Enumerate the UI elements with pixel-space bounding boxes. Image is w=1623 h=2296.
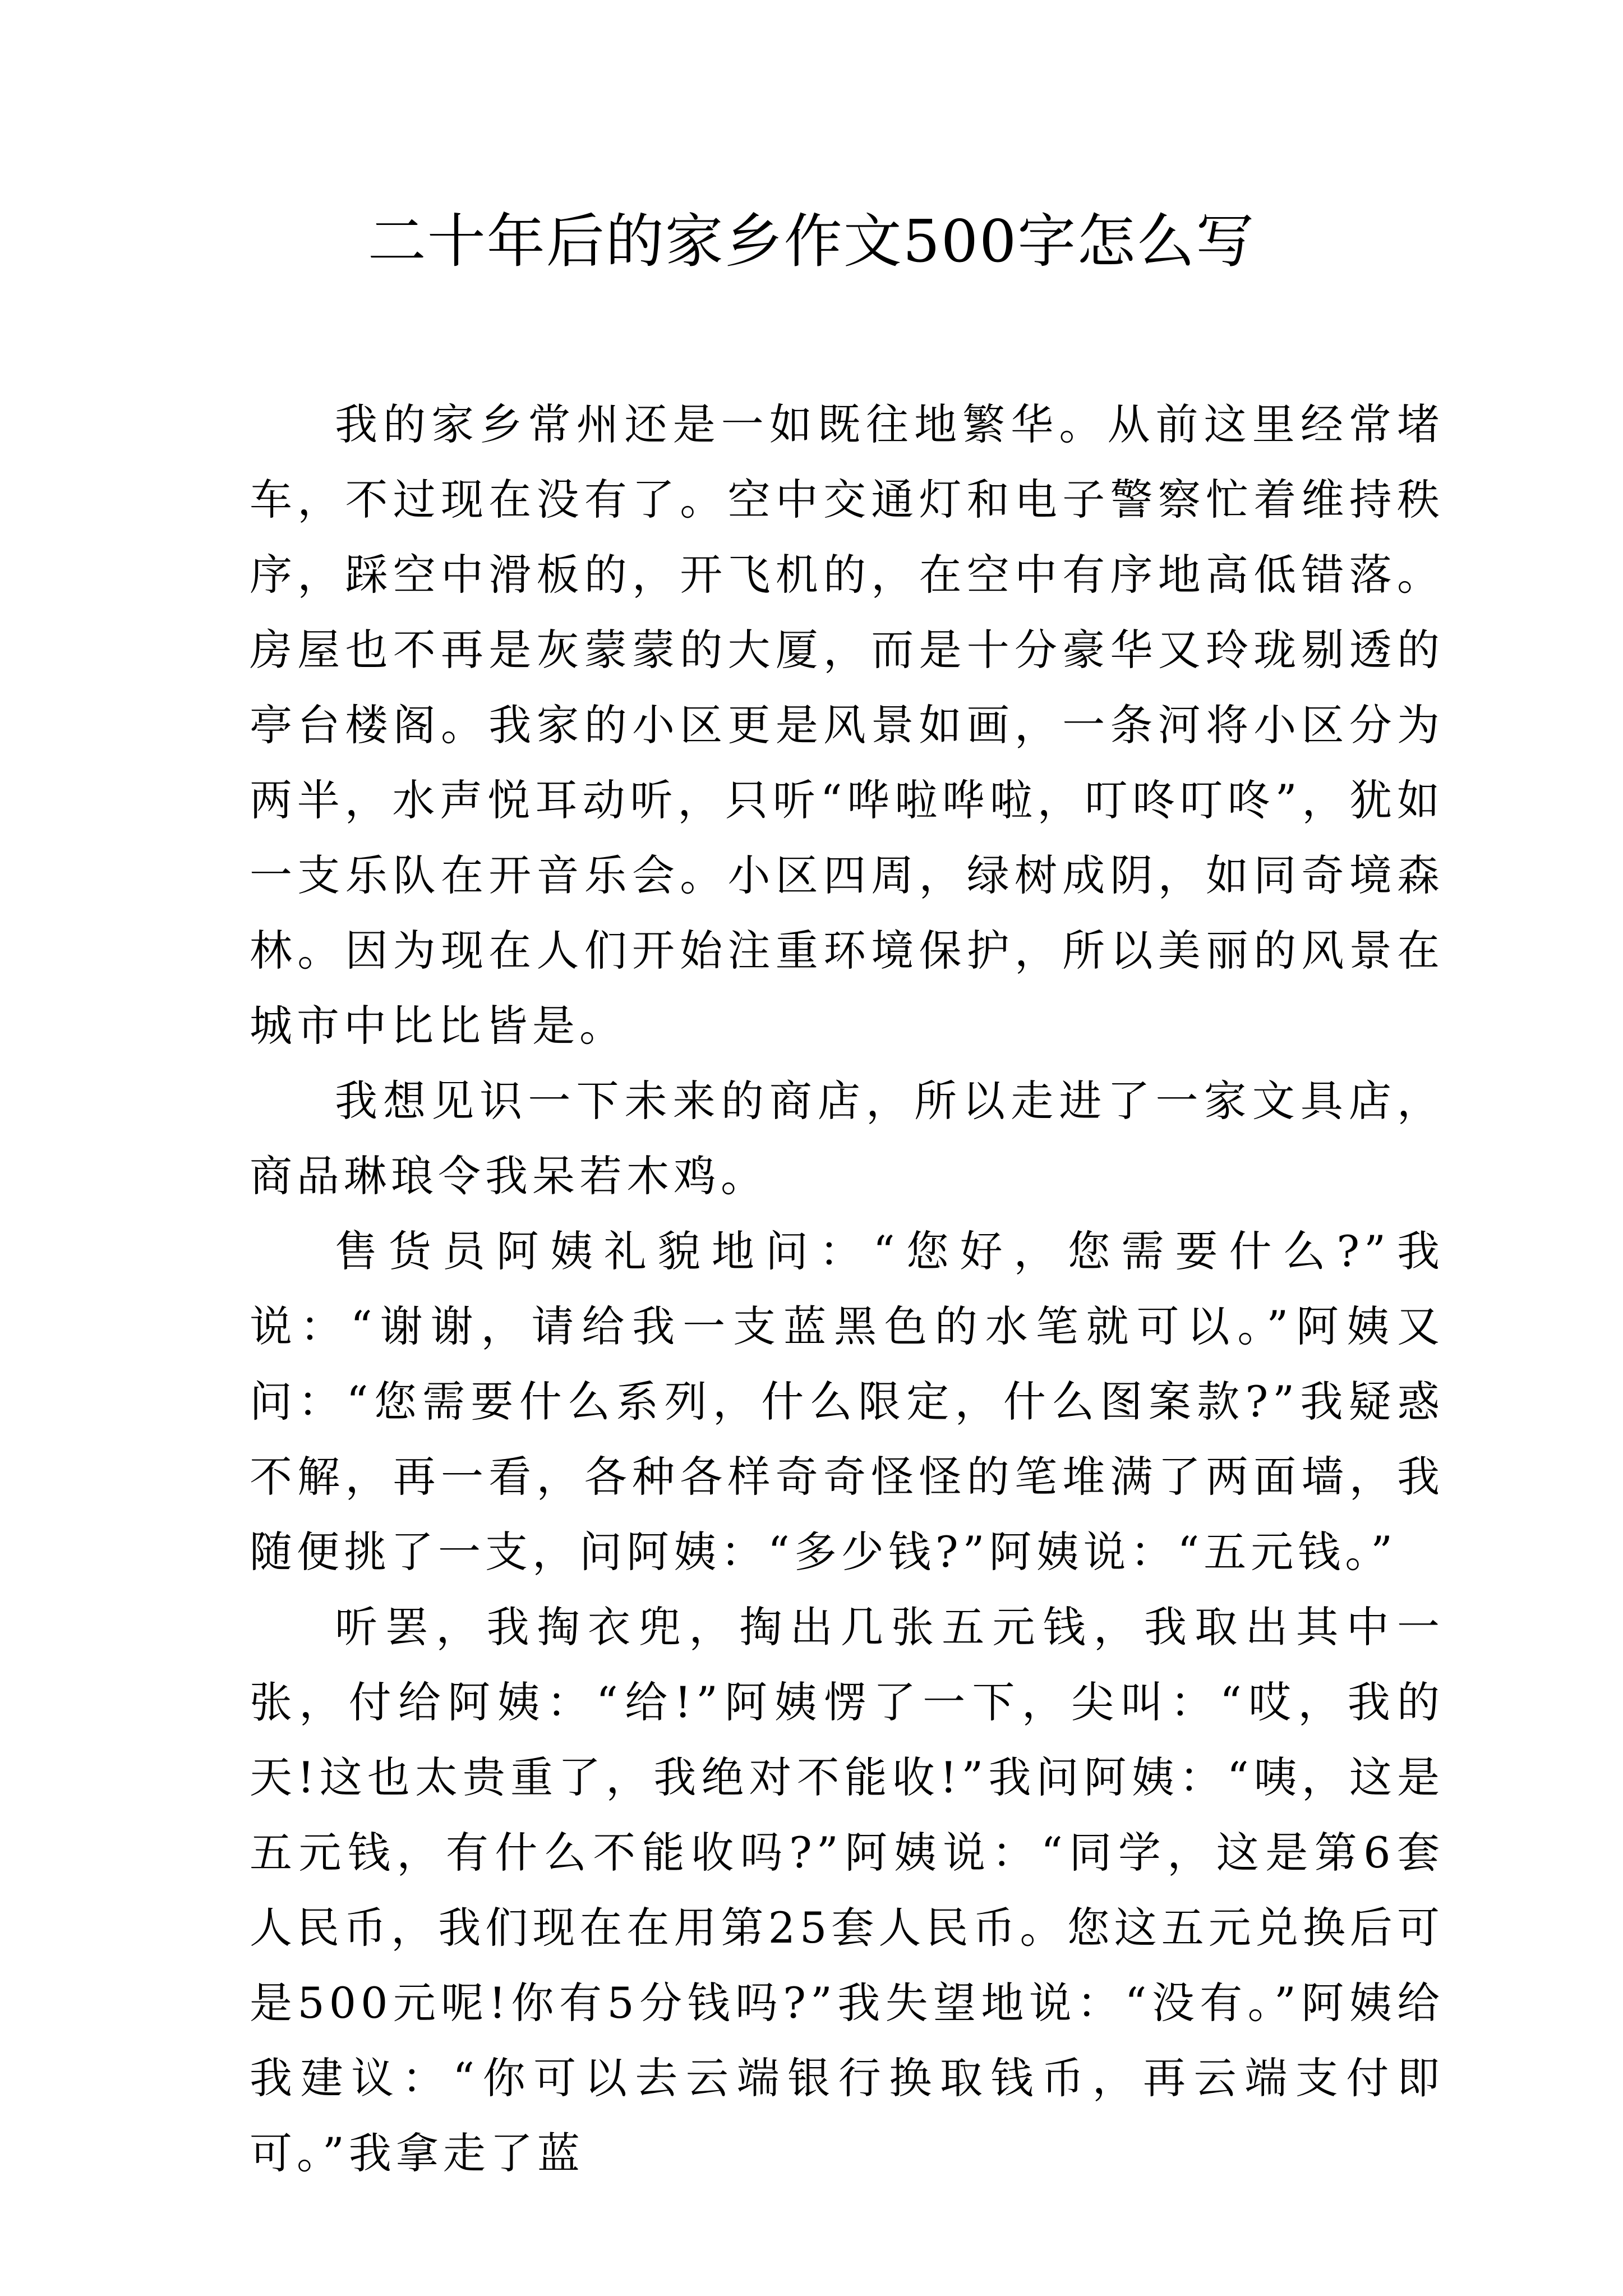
paragraph-1: 我的家乡常州还是一如既往地繁华。从前这里经常堵车，不过现在没有了。空中交通灯和电子警察忙着维持秩序，踩空中滑板的，开飞机的，在空中有序地高低错落。房屋也不再是灰蒙蒙的大厦，而是十分豪华又玲珑剔透的亭台楼阁。我家的小区更是风景如画，一条河将小区分为两半，水声悦耳动听，只听“哗啦哗啦，叮咚叮咚”，犹如一支乐队在开音乐会。小区四周，绿树成阴，如同奇境森林。因为现在人们开始注重环境保护，所以美丽的风景在城市中比比皆是。 (250, 399, 1444, 1051)
document-body (250, 387, 1444, 2191)
page-title: 二十年后的家乡作文500字怎么写 (367, 207, 1256, 275)
paragraph-4: 听罢，我掏衣兜，掏出几张五元钱，我取出其中一张，付给阿姨：“给!”阿姨愣了一下，尖叫：“哎，我的天!这也太贵重了，我绝对不能收!”我问阿姨：“咦，这是五元钱，有什么不能收吗?”阿姨说：“同学，这是第6套人民币，我们现在在用第25套人民币。您这五元兑换后可是500元呢!你有5分钱吗?”我失望地说：“没有。”阿姨给我建议：“你可以去云端银行换取钱币，再云端支付即可。”我拿走了蓝 (250, 1602, 1444, 2178)
paragraph-3: 售货员阿姨礼貌地问：“您好，您需要什么?”我说：“谢谢，请给我一支蓝黑色的水笔就可以。”阿姨又问：“您需要什么系列，什么限定，什么图案款?”我疑惑不解，再一看，各种各样奇奇怪怪的笔堆满了两面墙，我随便挑了一支，问阿姨：“多少钱?”阿姨说：“五元钱。” (250, 1226, 1444, 1577)
paragraph-2: 我想见识一下未来的商店，所以走进了一家文具店，商品琳琅令我呆若木鸡。 (250, 1076, 1444, 1201)
